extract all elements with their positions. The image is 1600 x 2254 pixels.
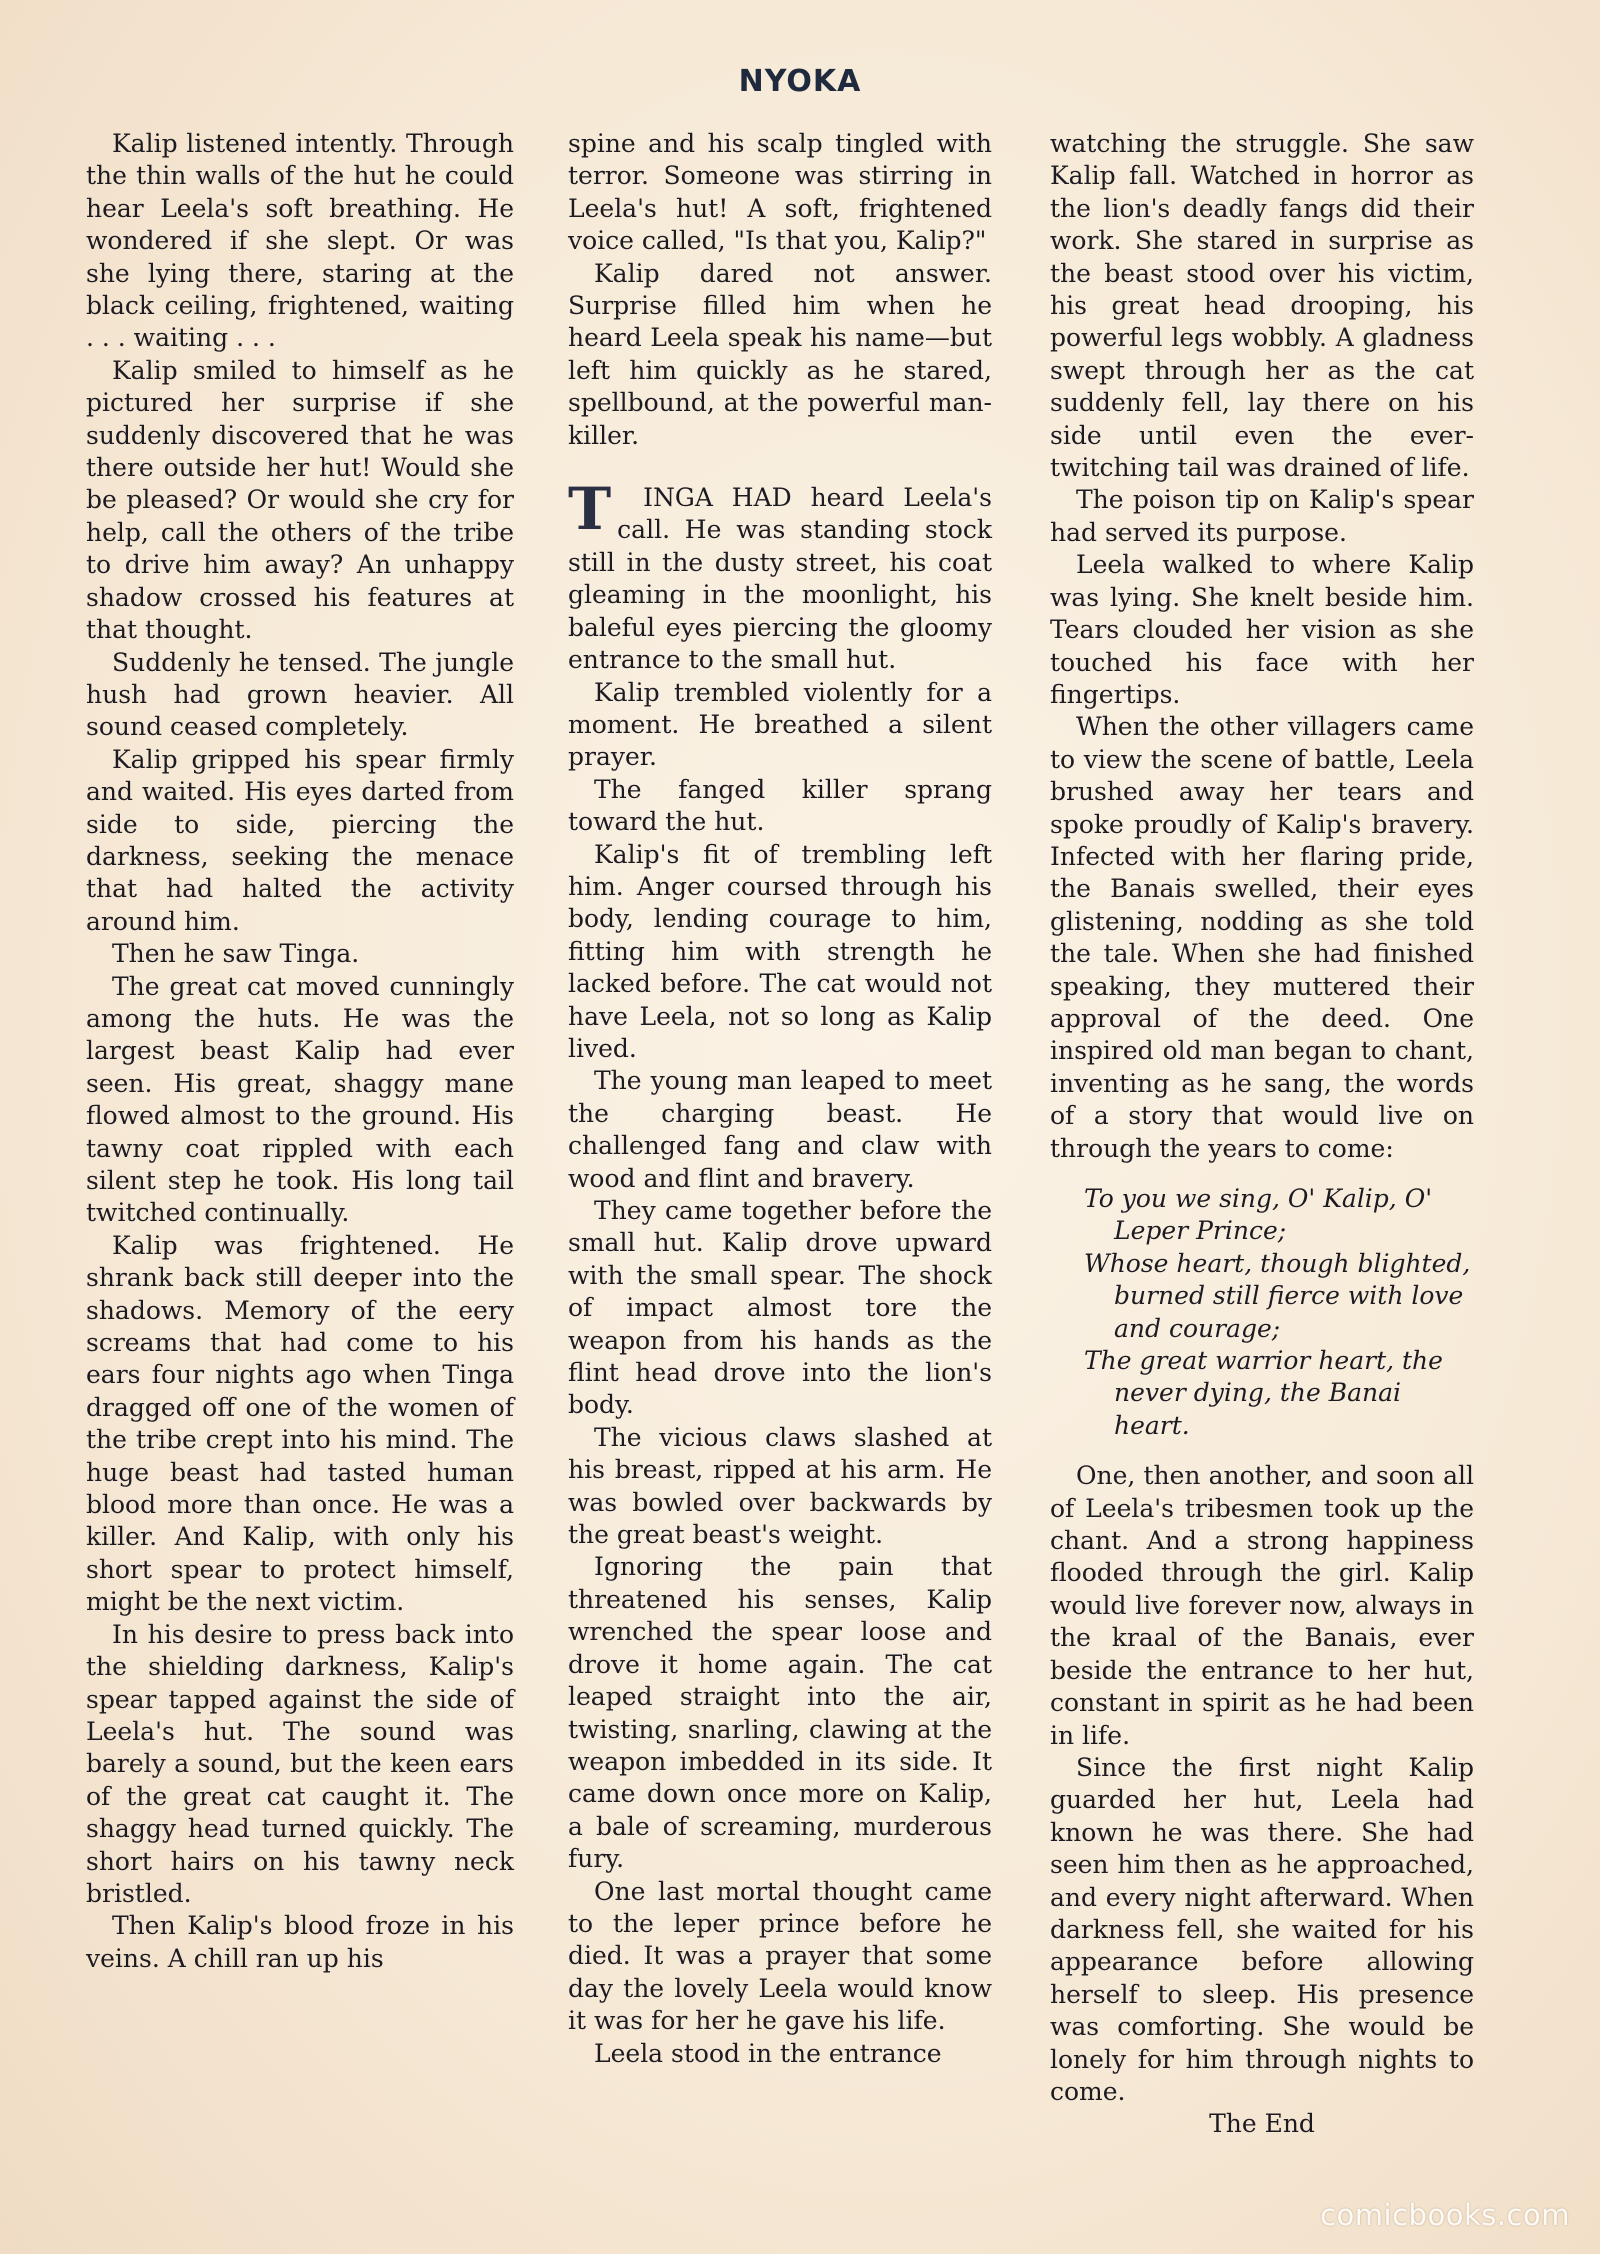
drop-cap: T — [568, 475, 612, 544]
paragraph: Then he saw Tinga. — [112, 939, 360, 969]
text-column-1 — [86, 128, 514, 1975]
page-title: NYOKA — [738, 64, 862, 99]
paragraph: They came together before the small hut. Kalip drove upward with the small spear. The shock of impact almost tore the weapon from his hands as the flint head drove into the lion's body. — [568, 1196, 992, 1420]
paragraph: watching the struggle. She saw Kalip fall. Watched in horror as the lion's deadly fangs did their work. She stared in surprise as the beast stood over his victim, his great head drooping, his powerful legs wobbly. A gladness swept through her as the cat suddenly fell, lay there on his side until even the ever-twitching tail was drained of life. — [1050, 129, 1474, 483]
paragraph: The young man leaped to meet the charging beast. He challenged fang and claw with wood and flint and bravery. — [568, 1066, 992, 1193]
paragraph: Leela stood in the entrance — [594, 2038, 942, 2068]
chant-verse — [1050, 1183, 1474, 1442]
verse-line: Whose heart, though blighted, burned still fierce with love and courage; — [1084, 1248, 1471, 1343]
paragraph: The fanged killer sprang toward the hut. — [568, 774, 992, 837]
paragraph: Kalip listened intently. Through the thin walls of the hut he could hear Leela's soft breathing. He wondered if she slept. Or was she lying there, staring at the black ceiling, frightened, waiting . . . waiting . . . — [86, 129, 514, 353]
story-end-label: The End — [1209, 2109, 1315, 2139]
paragraph: spine and his scalp tingled with terror. Someone was stirring in Leela's hut! A soft, frightened voice called, "Is that you, Kalip?" — [568, 129, 992, 256]
verse-line: The great warrior heart, the never dying, the Banai heart. — [1084, 1346, 1443, 1440]
paragraph: Kalip smiled to himself as he pictured her surprise if she suddenly discovered that he was there outside her hut! Would she be pleased? Or would she cry for help, call the others of the tribe to drive him away? An unhappy shadow crossed his features at that thought. — [86, 355, 514, 645]
paragraph: One, then another, and soon all of Leela's tribesmen took up the chant. And a strong happiness flooded through the girl. Kalip would live forever now, always in the kraal of the Banais, ever beside the entrance to her hut, constant in spirit as he had been in life. — [1050, 1461, 1474, 1750]
paragraph: Since the first night Kalip guarded her hut, Leela had known he was there. She had seen him then as he approached, and every night afterward. When darkness fell, she waited for his appearance before allowing herself to sleep. His presence was comforting. She would be lonely for him through nights to come. — [1050, 1752, 1474, 2106]
text-column-3 — [1050, 128, 1474, 2141]
watermark: comicbooks.com — [1320, 2198, 1570, 2232]
paragraph: The poison tip on Kalip's spear had served its purpose. — [1050, 485, 1474, 547]
text-column-2 — [568, 128, 992, 2070]
paragraph: Kalip gripped his spear firmly and waited. His eyes darted from side to side, piercing the darkness, seeking the menace that had halted the activity around him. — [86, 744, 514, 936]
paragraph: Then Kalip's blood froze in his veins. A chill ran up his — [86, 1911, 514, 1973]
paragraph: Kalip dared not answer. Surprise filled him when he heard Leela speak his name—but left him quickly as he stared, spellbound, at the powerful man-killer. — [568, 258, 992, 450]
paragraph: When the other villagers came to view the scene of battle, Leela brushed away her tears and spoke proudly of Kalip's bravery. Infected with her flaring pride, the Banais swelled, their eyes glistening, nodding as she told the tale. When she had finished speaking, they muttered their approval of the deed. One inspired old man began to chant, inventing as he sang, the words of a story that would live on through the years to come: — [1050, 712, 1474, 1163]
paragraph: In his desire to press back into the shielding darkness, Kalip's spear tapped against the side of Leela's hut. The sound was barely a sound, but the keen ears of the great cat caught it. The shaggy head turned quickly. The short hairs on his tawny neck bristled. — [86, 1619, 514, 1908]
paragraph: Leela walked to where Kalip was lying. She knelt beside him. Tears clouded her vision as she touched his face with her fingertips. — [1050, 550, 1474, 709]
paragraph: Kalip's fit of trembling left him. Anger coursed through his body, lending courage to him, fitting him with strength he lacked before. The cat would not have Leela, not so long as Kalip lived. — [568, 839, 992, 1063]
paragraph: The great cat moved cunningly among the huts. He was the largest beast Kalip had ever seen. His great, shaggy mane flowed almost to the ground. His tawny coat rippled with each silent step he took. His long tail twitched continually. — [86, 971, 514, 1228]
paragraph: The vicious claws slashed at his breast, ripped at his arm. He was bowled over backwards by the great beast's weight. — [568, 1422, 992, 1550]
paragraph: Ignoring the pain that threatened his senses, Kalip wrenched the spear loose and drove it home again. The cat leaped straight into the air, twisting, snarling, clawing at the weapon imbedded in its side. It came down once more on Kalip, a bale of screaming, murderous fury. — [568, 1552, 992, 1874]
paragraph: Kalip was frightened. He shrank back still deeper into the shadows. Memory of the eery screams that had come to his ears four nights ago when Tinga dragged off one of the women of the tribe crept into his mind. The huge beast had tasted human blood more than once. He was a killer. And Kalip, with only his short spear to protect himself, might be the next victim. — [86, 1230, 514, 1617]
paragraph: Kalip trembled violently for a moment. He breathed a silent prayer. — [568, 677, 992, 772]
verse-line: To you we sing, O' Kalip, O' Leper Prince; — [1084, 1184, 1433, 1246]
dropcap-paragraph-text: INGA HAD heard Leela's call. He was standing stock still in the dusty street, his coat gleaming in the moonlight, his baleful eyes piercing the gloomy entrance to the small hut. — [568, 483, 992, 675]
paragraph: Suddenly he tensed. The jungle hush had grown heavier. All sound ceased completely. — [86, 647, 514, 742]
paragraph: One last mortal thought came to the leper prince before he died. It was a prayer that some day the lovely Leela would know it was for her he gave his life. — [568, 1876, 992, 2036]
section-opening-paragraph — [568, 475, 992, 676]
